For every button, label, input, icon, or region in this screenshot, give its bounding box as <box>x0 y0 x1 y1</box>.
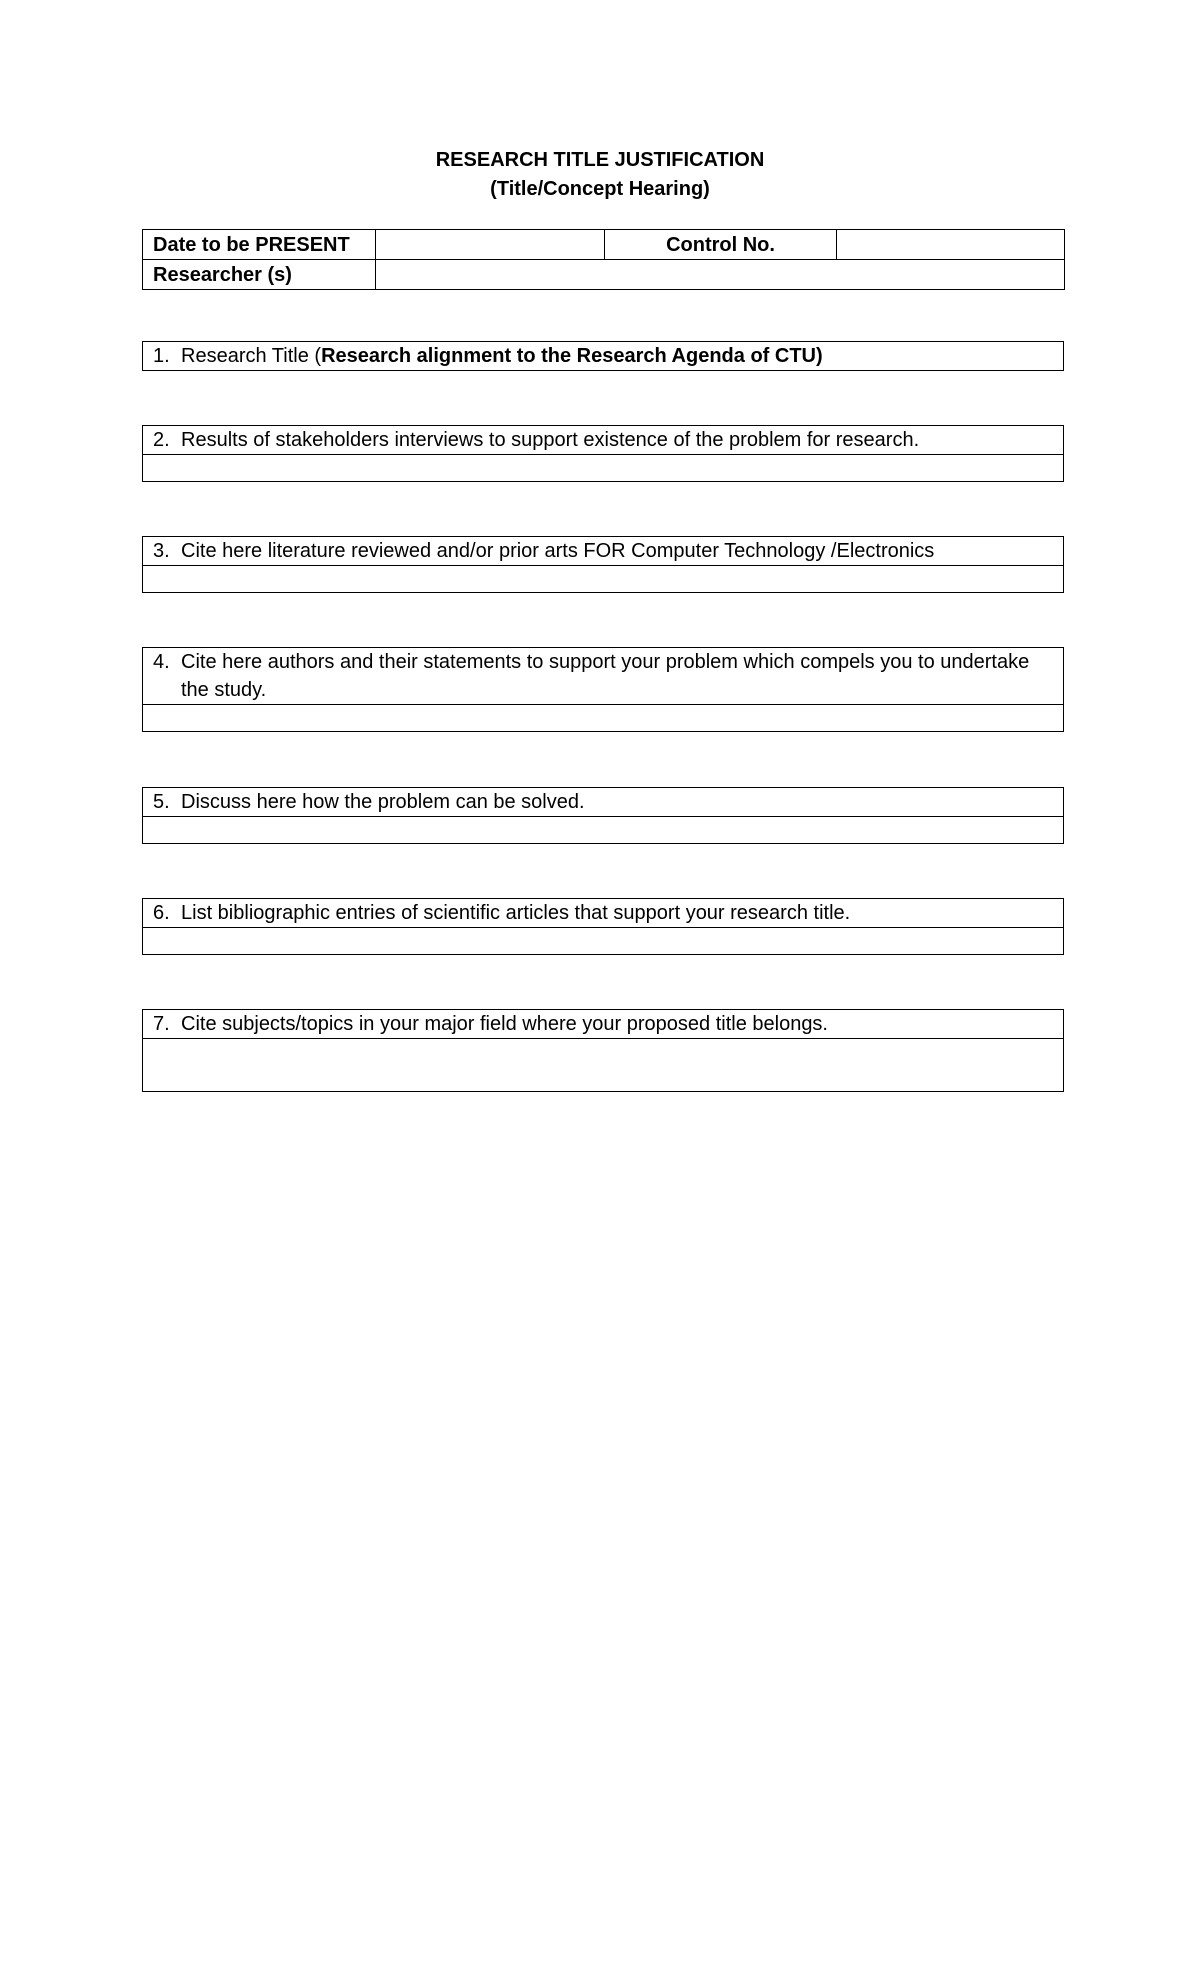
question-6-heading <box>143 899 1064 928</box>
question-2-heading <box>143 426 1064 455</box>
question-5-heading-row <box>143 788 1064 817</box>
question-5-answer-field[interactable] <box>143 817 1064 844</box>
document-title: RESEARCH TITLE JUSTIFICATION <box>435 149 765 171</box>
question-5-heading <box>143 788 1064 817</box>
question-4-table <box>142 647 1064 732</box>
question-4-number: 4. <box>153 651 170 673</box>
question-5-text: Discuss here how the problem can be solved. <box>181 791 585 813</box>
document-subtitle: (Title/Concept Hearing) <box>490 178 710 200</box>
question-2-heading-row <box>143 426 1064 455</box>
question-2-text: Results of stakeholders interviews to support existence of the problem for research. <box>181 429 920 451</box>
document-header <box>0 146 1200 204</box>
question-6-text: List bibliographic entries of scientific articles that support your research title. <box>181 902 851 924</box>
info-table <box>142 229 1065 290</box>
question-6-number: 6. <box>153 902 170 924</box>
question-6-answer-field[interactable] <box>143 928 1064 955</box>
date-label: Date to be PRESENT <box>143 230 376 260</box>
question-7-table <box>142 1009 1064 1092</box>
info-row-researcher <box>143 260 1065 290</box>
question-6-heading-row <box>143 899 1064 928</box>
question-3-text: Cite here literature reviewed and/or prior arts FOR Computer Technology /Electronics <box>181 540 935 562</box>
researcher-field[interactable] <box>376 260 1065 290</box>
question-3-number: 3. <box>153 540 170 562</box>
question-2-answer-row <box>143 455 1064 482</box>
question-1-heading <box>143 342 1064 371</box>
control-no-label: Control No. <box>605 230 837 260</box>
question-5-number: 5. <box>153 791 170 813</box>
control-no-field[interactable] <box>837 230 1065 260</box>
question-3-answer-row <box>143 566 1064 593</box>
question-4-text: Cite here authors and their statements to support your problem which compels you to undertake the study. <box>181 651 1030 701</box>
question-4-heading-row <box>143 648 1064 705</box>
question-1-text: Research Title ( <box>181 345 322 367</box>
info-row-date <box>143 230 1065 260</box>
question-1-number: 1. <box>153 345 170 367</box>
question-3-table <box>142 536 1064 593</box>
question-7-text: Cite subjects/topics in your major field where your proposed title belongs. <box>181 1013 828 1035</box>
question-2-number: 2. <box>153 429 170 451</box>
question-7-answer-row <box>143 1039 1064 1092</box>
question-4-answer-field[interactable] <box>143 705 1064 732</box>
question-7-heading <box>143 1010 1064 1039</box>
question-1-heading-row <box>143 342 1064 371</box>
question-3-heading-row <box>143 537 1064 566</box>
researcher-label: Researcher (s) <box>143 260 376 290</box>
question-5-answer-row <box>143 817 1064 844</box>
question-6-table <box>142 898 1064 955</box>
question-4-answer-row <box>143 705 1064 732</box>
question-1-table <box>142 341 1064 371</box>
question-7-heading-row <box>143 1010 1064 1039</box>
question-1-text-bold: Research alignment to the Research Agenda of CTU) <box>321 345 823 367</box>
question-2-answer-field[interactable] <box>143 455 1064 482</box>
question-5-table <box>142 787 1064 844</box>
question-3-answer-field[interactable] <box>143 566 1064 593</box>
question-4-heading <box>143 648 1064 705</box>
question-7-answer-field[interactable] <box>143 1039 1064 1092</box>
question-3-heading <box>143 537 1064 566</box>
question-6-answer-row <box>143 928 1064 955</box>
question-2-table <box>142 425 1064 482</box>
question-7-number: 7. <box>153 1013 170 1035</box>
date-field[interactable] <box>376 230 605 260</box>
